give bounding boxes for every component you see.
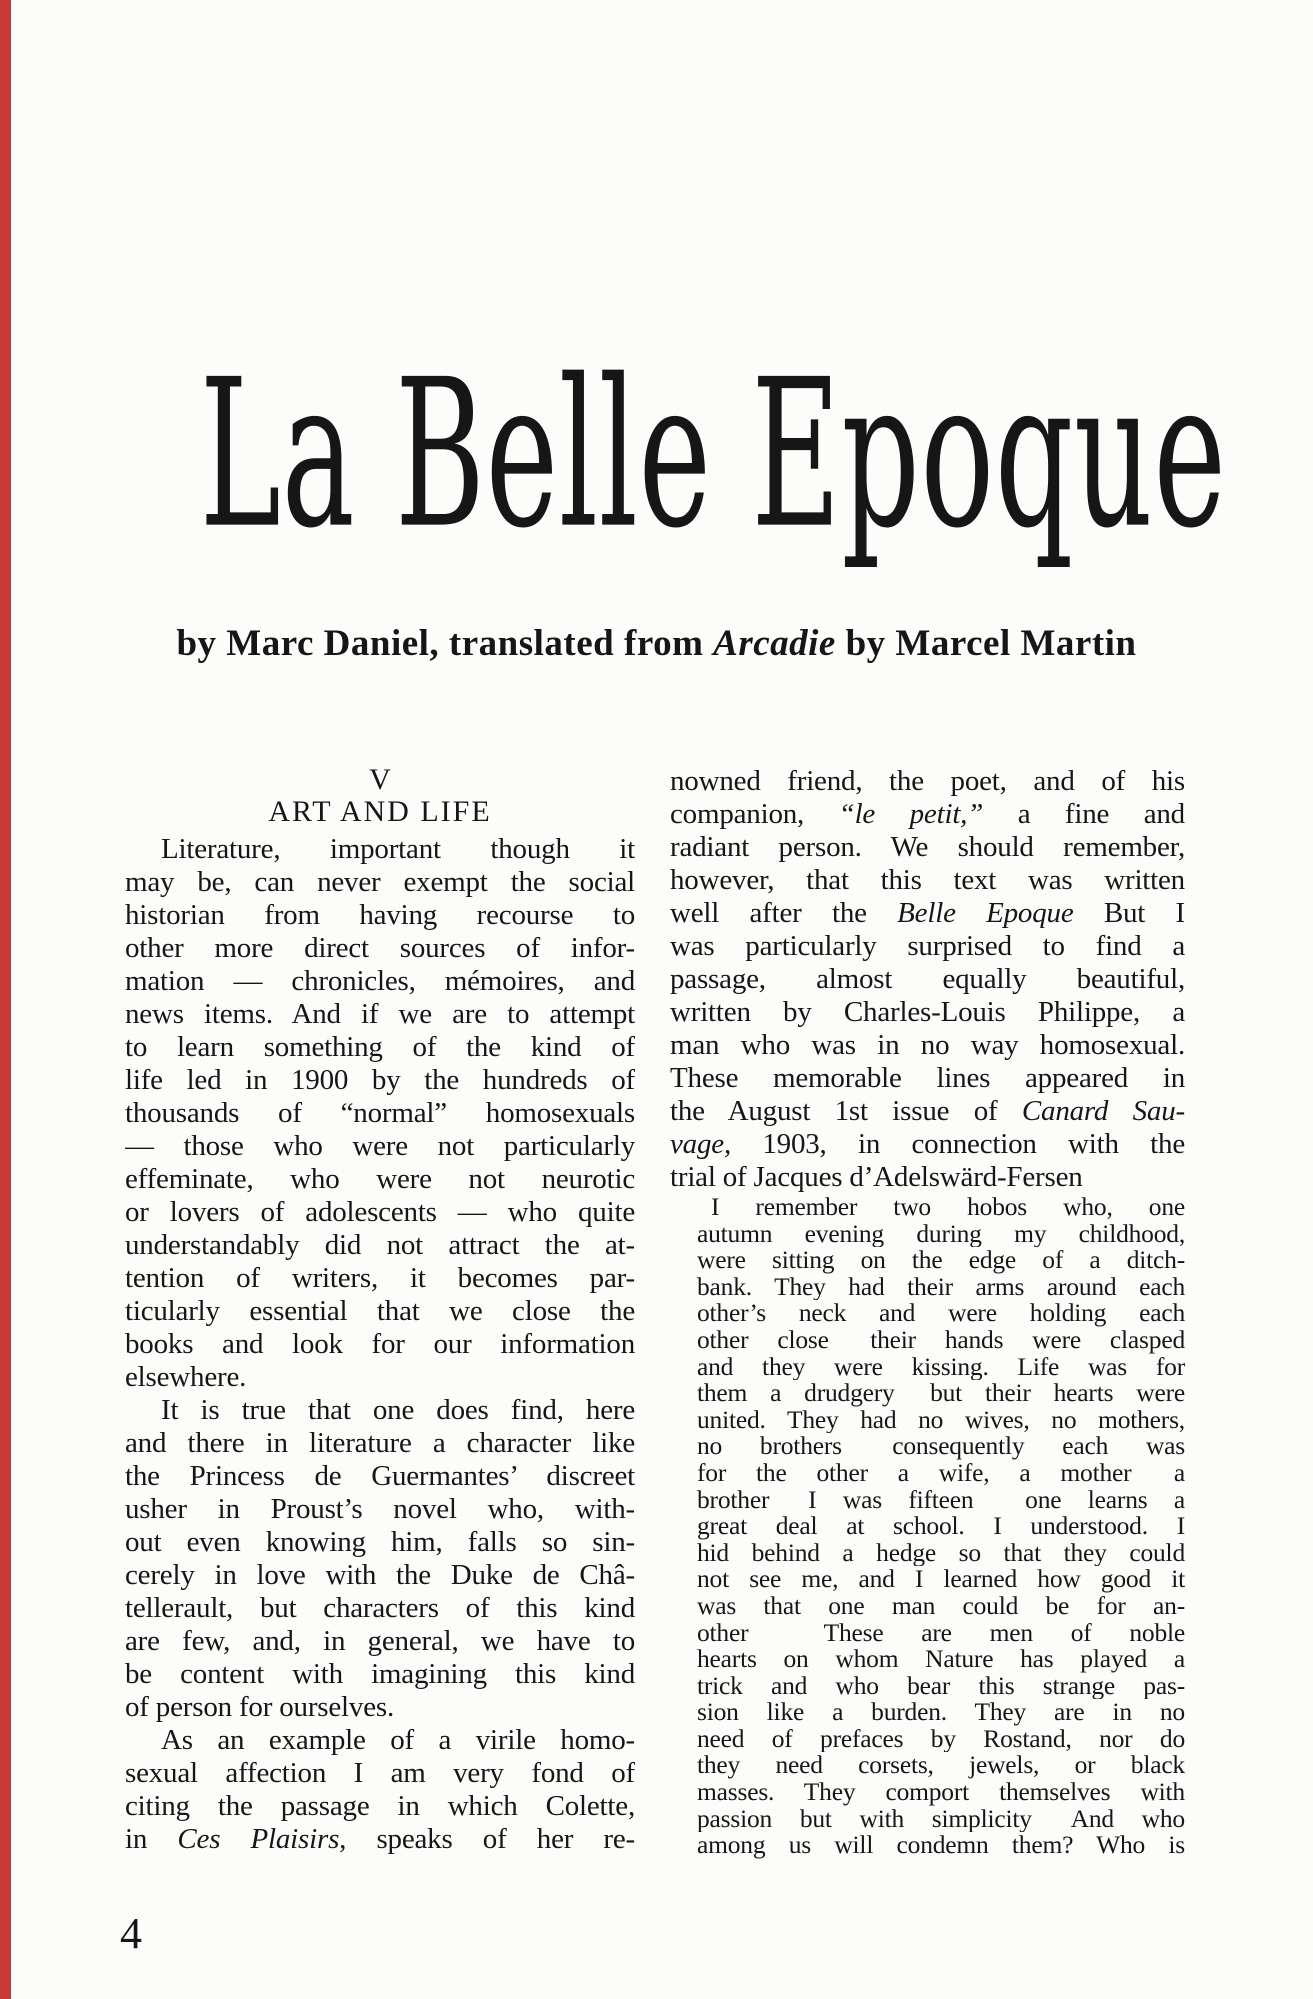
text-line: — those who were not particularly (125, 1130, 635, 1162)
text-line: tellerault, but characters of this kind (125, 1592, 635, 1624)
text-line: them a drudgery but their hearts were (697, 1380, 1185, 1407)
text-line: written by Charles-Louis Philippe, a (670, 996, 1185, 1028)
text-line: however, that this text was written (670, 864, 1185, 896)
article-body (125, 765, 1185, 1859)
byline-suffix: by Marcel Martin (835, 623, 1137, 664)
text-line: are few, and, in general, we have to (125, 1625, 635, 1657)
text-line: was that one man could be for an- (697, 1592, 1185, 1620)
text-line: masses. They comport themselves with (697, 1779, 1185, 1806)
text-line: thousands of “normal” homosexuals (125, 1097, 635, 1129)
text-line: and there in literature a character like (125, 1427, 635, 1459)
text-line: citing the passage in which Colette, (125, 1790, 635, 1822)
text-line: passage, almost equally beautiful, (670, 963, 1185, 995)
text-line: was particularly surprised to find a (670, 930, 1185, 962)
text-line: great deal at school. I understood. I (697, 1513, 1185, 1540)
text-line: may be, can never exempt the social (125, 866, 635, 898)
text-line: sexual affection I am very fond of (125, 1757, 635, 1789)
block-quote (670, 1194, 1185, 1859)
text-line: hid behind a hedge so that they could (697, 1539, 1185, 1567)
text-line: news items. And if we are to attempt (125, 998, 635, 1030)
text-line: need of prefaces by Rostand, nor do (697, 1725, 1185, 1753)
text-line: they need corsets, jewels, or black (697, 1752, 1185, 1780)
text-line: bank. They had their arms around each (697, 1273, 1185, 1301)
text-line: brother I was fifteen one learns a (697, 1486, 1185, 1514)
text-line: As an example of a virile homo- (161, 1724, 635, 1756)
byline (0, 622, 1313, 665)
byline-prefix: by Marc Daniel, translated from (176, 623, 714, 664)
text-line: I remember two hobos who, one (711, 1194, 1185, 1221)
text-line: companion, “le petit,” a fine and (670, 798, 1185, 830)
text-line: elsewhere. (125, 1361, 247, 1393)
title-block (0, 336, 1313, 574)
section-heading: ART AND LIFE (268, 795, 492, 828)
text-line: and they were kissing. Life was for (697, 1353, 1185, 1381)
text-line: the Princess de Guermantes’ discreet (125, 1460, 635, 1492)
text-line: be content with imagining this kind (125, 1658, 635, 1690)
text-line: not see me, and I learned how good it (697, 1566, 1185, 1593)
text-line: mation — chronicles, mémoires, and (125, 965, 635, 997)
text-line: to learn something of the kind of (125, 1031, 635, 1063)
text-line: ticularly essential that we close the (125, 1295, 635, 1327)
text-line: well after the Belle Epoque But I (670, 897, 1185, 929)
text-line: life led in 1900 by the hundreds of (125, 1064, 635, 1096)
text-line: tention of writers, it becomes par- (125, 1262, 635, 1294)
text-line: among us will condemn them? Who is (697, 1832, 1185, 1859)
left-column (125, 765, 635, 1859)
text-line: united. They had no wives, no mothers, (697, 1406, 1185, 1434)
right-column (670, 765, 1185, 1859)
text-line: historian from having recourse to (125, 899, 635, 931)
text-line: other These are men of noble (697, 1619, 1185, 1647)
text-line: passion but with simplicity And who (697, 1805, 1185, 1833)
text-line: no brothers consequently each was (697, 1433, 1185, 1460)
text-line: vage, 1903, in connection with the (670, 1128, 1185, 1160)
text-line: other more direct sources of infor- (125, 932, 635, 964)
section-number: V (369, 763, 391, 796)
text-line: out even knowing him, falls so sin- (125, 1526, 635, 1558)
text-line: in Ces Plaisirs, speaks of her re- (125, 1823, 635, 1855)
text-line: effeminate, who were not neurotic (125, 1163, 635, 1195)
text-line: of person for ourselves. (125, 1691, 395, 1723)
text-line: These memorable lines appeared in (670, 1062, 1185, 1094)
text-line: were sitting on the edge of a ditch- (697, 1247, 1185, 1274)
text-line: autumn evening during my childhood, (697, 1220, 1185, 1248)
text-line: man who was in no way homosexual. (670, 1029, 1185, 1061)
text-line: the August 1st issue of Canard Sau- (670, 1095, 1185, 1127)
page-edge-red-stripe (0, 0, 11, 1999)
page-number: 4 (120, 1909, 142, 1958)
text-line: other’s neck and were holding each (697, 1300, 1185, 1327)
text-line: cerely in love with the Duke de Châ- (125, 1559, 635, 1591)
text-line: trial of Jacques d’Adelswärd-Fersen (670, 1161, 1083, 1193)
text-line: books and look for our information (125, 1328, 635, 1360)
text-line: other close their hands were clasped (697, 1326, 1185, 1354)
text-line: It is true that one does find, here (161, 1394, 635, 1426)
right-column-paragraphs (670, 765, 1185, 1194)
text-line: understandably did not attract the at- (125, 1229, 635, 1261)
article-title: La Belle Epoque (199, 336, 1227, 574)
text-line: sion like a burden. They are in no (697, 1699, 1185, 1726)
byline-source-title: Arcadie (713, 623, 836, 664)
text-line: trick and who bear this strange pas- (697, 1672, 1185, 1700)
text-line: usher in Proust’s novel who, with- (125, 1493, 635, 1525)
text-line: for the other a wife, a mother a (697, 1459, 1185, 1487)
text-line: or lovers of adolescents — who quite (125, 1196, 635, 1228)
text-line: radiant person. We should remember, (670, 831, 1185, 863)
text-line: Literature, important though it (161, 833, 635, 865)
left-column-paragraphs (125, 833, 635, 1856)
text-line: hearts on whom Nature has played a (697, 1646, 1185, 1673)
text-line: nowned friend, the poet, and of his (670, 765, 1185, 797)
